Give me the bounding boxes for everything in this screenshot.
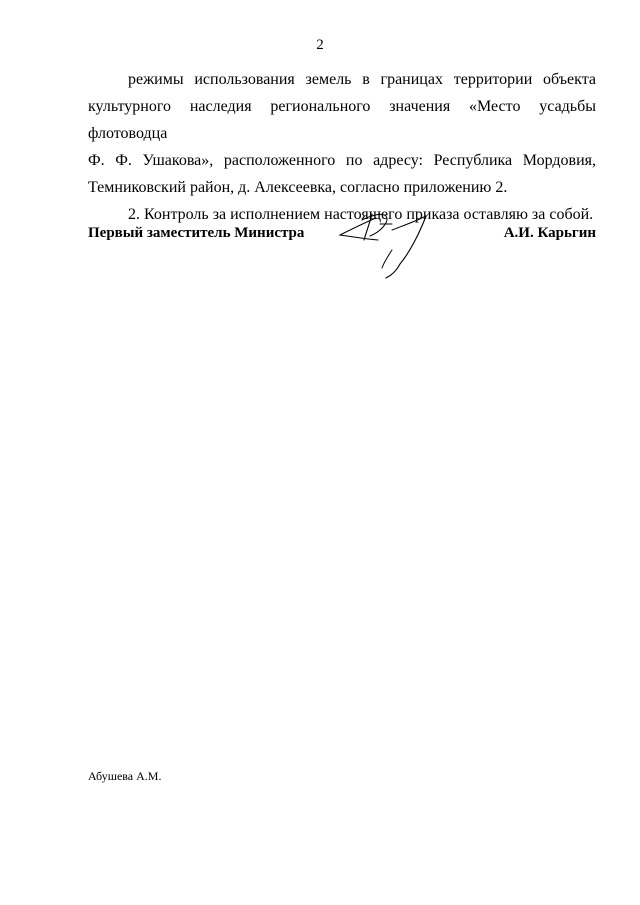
paragraph-line: культурного наследия регионального значения «Место усадьбы флотоводца [88, 98, 596, 142]
page-number: 2 [316, 37, 324, 53]
signatory-position: Первый заместитель Министра [88, 225, 305, 241]
paragraph-control: 2. Контроль за исполнением настоящего приказа оставляю за собой. [128, 206, 594, 223]
paragraph-land-use [88, 66, 596, 201]
paragraph-line: Темниковский район, д. Алексеевка, согласно приложению 2. [88, 179, 508, 196]
document-body [88, 66, 596, 228]
paragraph-line: режимы использования земель в границах территории объекта [128, 71, 596, 88]
executor-name: Абушева А.М. [88, 769, 162, 783]
signatory-name: А.И. Карьгин [503, 225, 596, 241]
handwritten-signature [336, 206, 436, 282]
paragraph-line: Ф. Ф. Ушакова», расположенного по адресу: Республика Мордовия, [88, 152, 596, 169]
